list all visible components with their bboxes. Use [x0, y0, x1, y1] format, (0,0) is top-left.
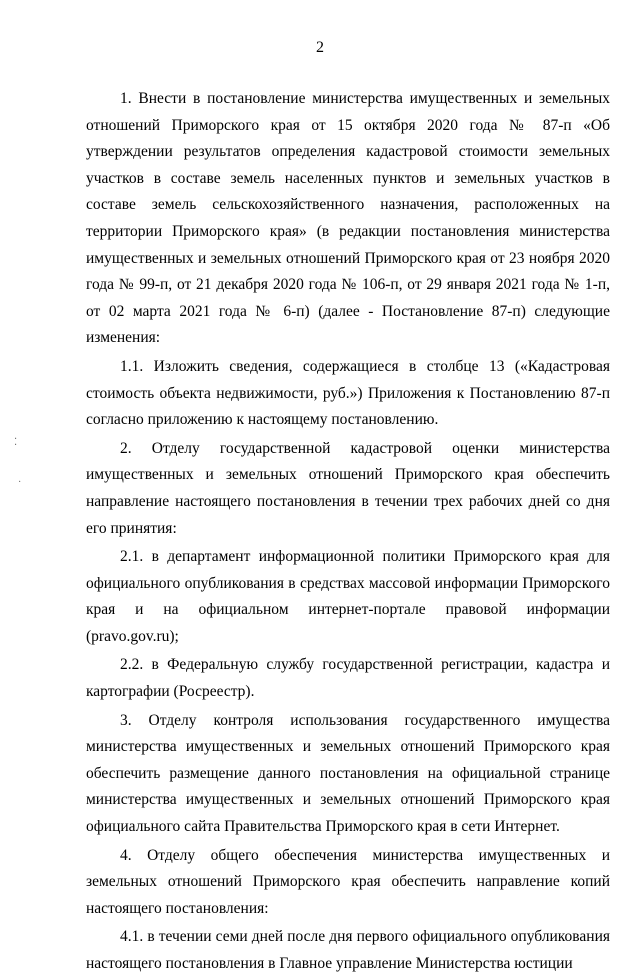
paragraph-4-1: 4.1. в течении семи дней после дня первого официального опубликования настоящего постановления в Главное управление Министерства юстиции: [86, 928, 610, 972]
paragraph-2: 2. Отделу государственной кадастровой оценки министерства имущественных и земельных отношений Приморского края обеспечить направление настоящего постановления в течении трех рабочих дней со дня его принятия:: [86, 439, 610, 537]
paragraph-4: 4. Отделу общего обеспечения министерства имущественных и земельных отношений Приморского края обеспечить направление копий настоящего постановления:: [86, 846, 610, 917]
page-number: 2: [316, 39, 324, 56]
paragraph-3: 3. Отделу контроля использования государственного имущества министерства имущественных и земельных отношений Приморского края обеспечить размещение данного постановления на официальной странице министерства имущественных и земельных отношений Приморского края официального сайта Правительства Приморского края в сети Интернет.: [86, 711, 610, 836]
paragraph-2-1: 2.1. в департамент информационной политики Приморского края для официального опубликования в средствах массовой информации Приморского края и на официальном интернет-портале правовой информации (pravo.gov.ru);: [86, 548, 610, 645]
scan-speck-mark: ⁚: [14, 437, 18, 448]
scan-speck-mark: ·: [18, 477, 22, 488]
paragraph-2-2: 2.2. в Федеральную службу государственной регистрации, кадастра и картографии (Росреестр).: [86, 656, 610, 701]
document-body: [86, 86, 610, 979]
paragraph-1: 1. Внести в постановление министерства имущественных и земельных отношений Приморского края от 15 октября 2020 года № 87-п «Об утверждении результатов определения кадастровой стоимости земельных участков в составе земель населенных пунктов и земельных участков в составе земель сельскохозяйственного назначения, расположенных на территории Приморского края» (в редакции постановления министерства имущественных и земельных отношений Приморского края от 23 ноября 2020 года № 99-п, от 21 декабря 2020 года № 106-п, от 29 января 2021 года № 1-п, от 02 марта 2021 года № 6-п) (далее - Постановление 87-п) следующие изменения:: [86, 90, 610, 347]
paragraph-1-1: 1.1. Изложить сведения, содержащиеся в столбце 13 («Кадастровая стоимость объекта недвижимости, руб.») Приложения к Постановлению 87-п согласно приложению к настоящему постановлению.: [86, 357, 610, 429]
